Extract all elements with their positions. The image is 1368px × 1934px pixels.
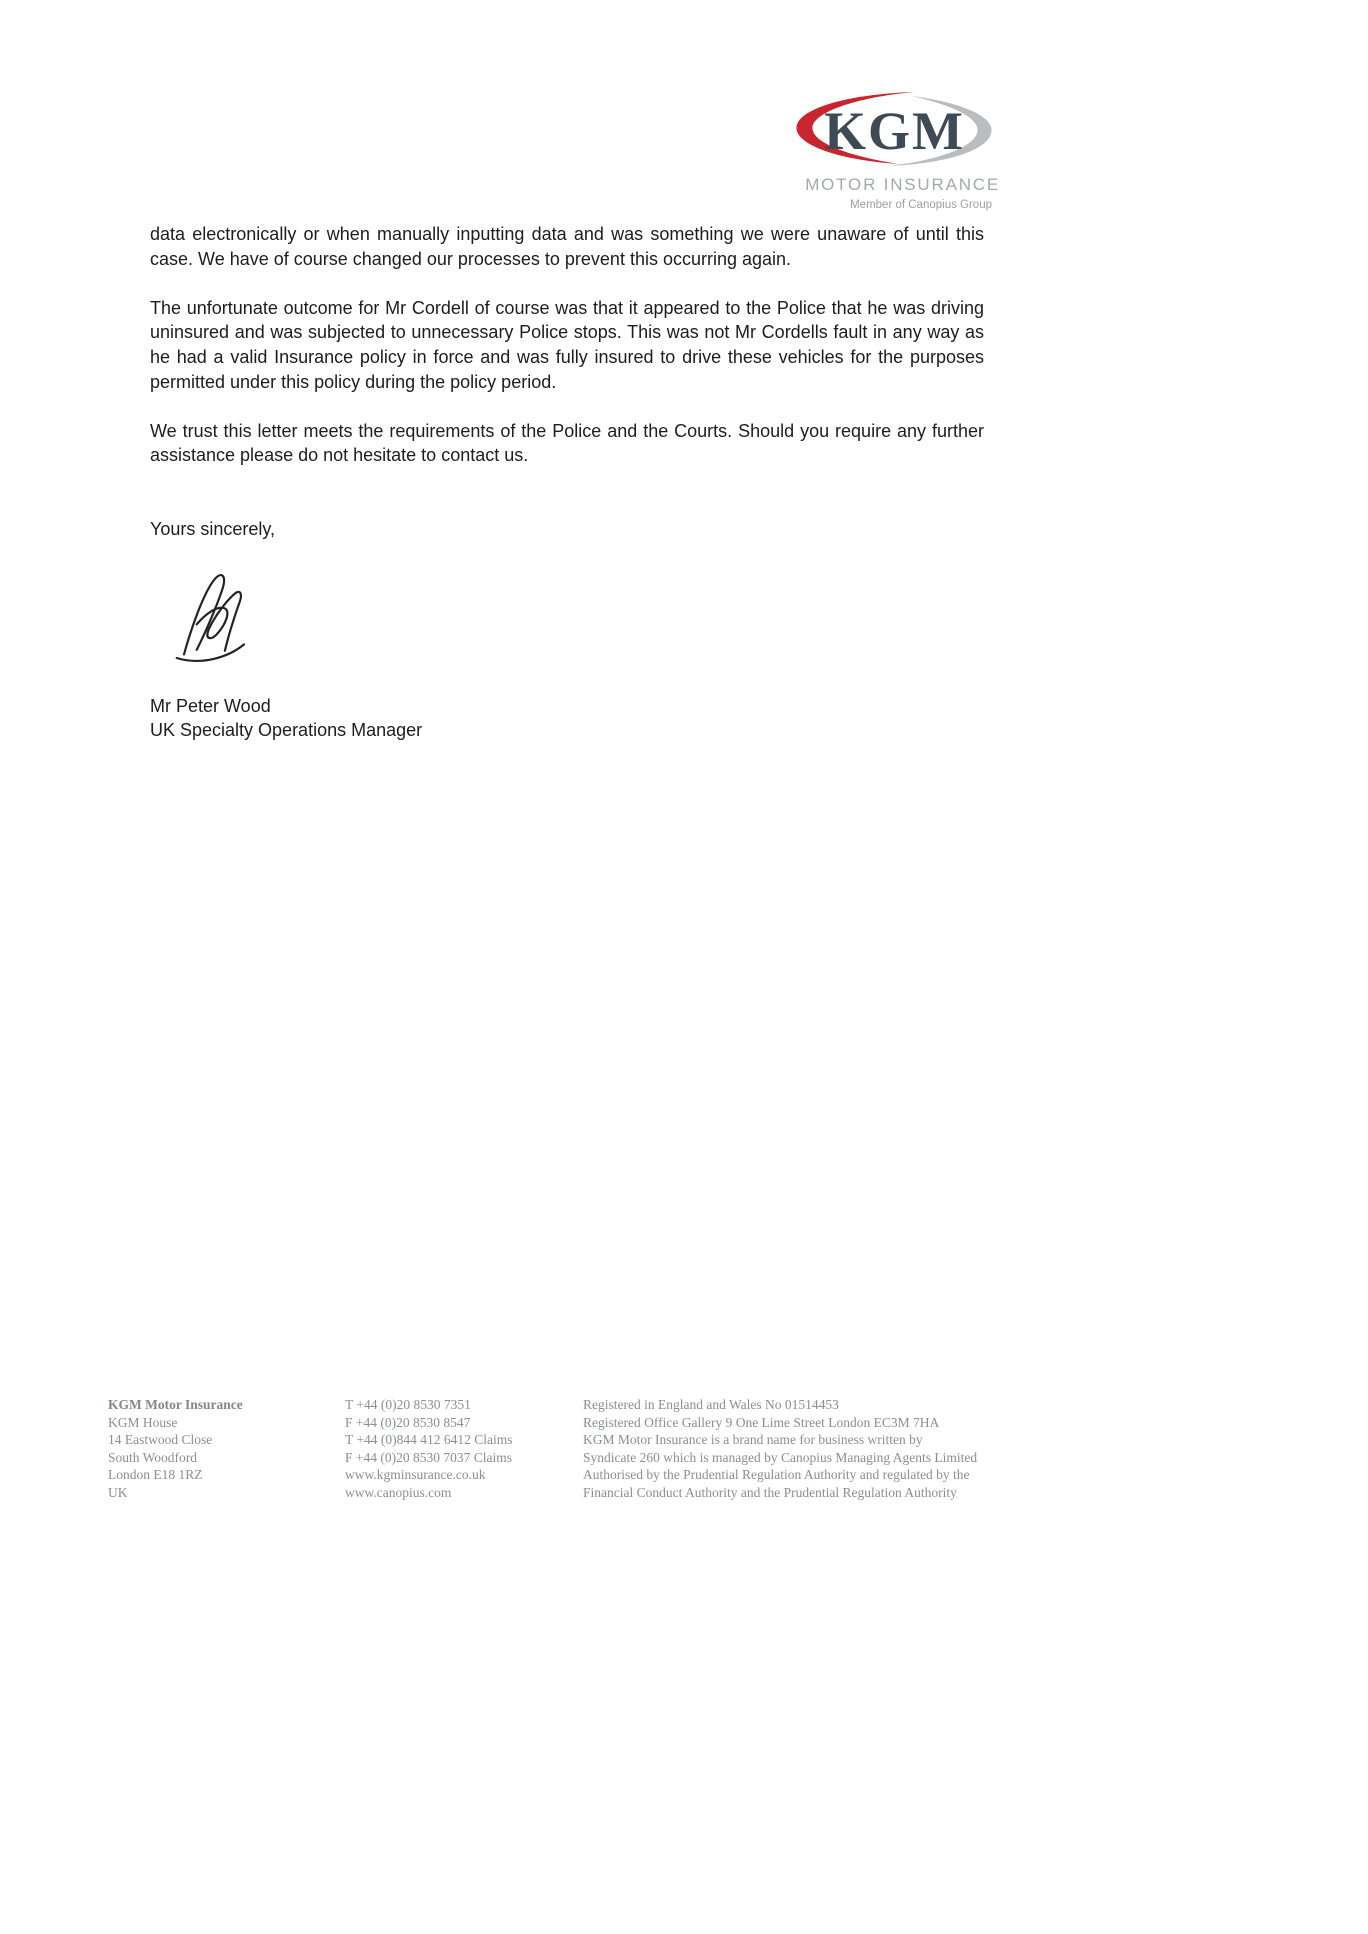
footer-address-line: KGM House	[108, 1414, 178, 1430]
signatory-name: Mr Peter Wood	[150, 695, 271, 716]
footer-website-canopius: www.canopius.com	[345, 1484, 452, 1500]
letter-paragraph-3: We trust this letter meets the requirements of the Police and the Courts. Should you require any further assistance please do not hesitate to contact us.	[150, 420, 984, 466]
footer-address-line: London E18 1RZ	[108, 1467, 203, 1483]
signature-image	[168, 568, 280, 668]
logo-subtitle: MOTOR INSURANCE	[805, 175, 1000, 194]
letter-footer	[108, 1396, 1278, 1502]
footer-address-line: 14 Eastwood Close	[108, 1432, 213, 1448]
footer-legal-column	[583, 1396, 1278, 1502]
footer-legal-line: Authorised by the Prudential Regulation Authority and regulated by the	[583, 1467, 970, 1483]
footer-address-column	[108, 1396, 345, 1502]
logo-tagline: Member of Canopius Group	[850, 199, 992, 211]
closing-salutation: Yours sincerely,	[150, 518, 276, 539]
footer-address-line: South Woodford	[108, 1449, 198, 1465]
footer-legal-line: KGM Motor Insurance is a brand name for business written by	[583, 1432, 923, 1448]
letter-paragraph-1: data electronically or when manually inputting data and was something we were unaware of until this case. We have of course changed our processes to prevent this occurring again.	[150, 224, 984, 269]
footer-phone-claims-line: T +44 (0)844 412 6412 Claims	[345, 1432, 513, 1448]
kgm-logo-icon	[786, 88, 1002, 170]
footer-contact-column	[345, 1396, 583, 1502]
footer-address-line: UK	[108, 1484, 128, 1500]
footer-legal-line: Registered in England and Wales No 01514453	[583, 1397, 839, 1412]
footer-fax-claims-line: F +44 (0)20 8530 7037 Claims	[345, 1449, 512, 1465]
logo	[786, 88, 1002, 211]
logo-text: KGM	[824, 101, 965, 161]
footer-fax-line: F +44 (0)20 8530 8547	[345, 1414, 471, 1430]
footer-company-name: KGM Motor Insurance	[108, 1397, 243, 1412]
signatory-block	[150, 694, 984, 743]
footer-legal-line: Financial Conduct Authority and the Prudential Regulation Authority	[583, 1484, 957, 1500]
footer-legal-line: Syndicate 260 which is managed by Canopius Managing Agents Limited	[583, 1449, 978, 1465]
footer-phone-line: T +44 (0)20 8530 7351	[345, 1397, 471, 1412]
letter-paragraph-2: The unfortunate outcome for Mr Cordell of course was that it appeared to the Police that he was driving uninsured and was subjected to unnecessary Police stops. This was not Mr Cordells fault in any way as he had a valid Insurance policy in force and was fully insured to drive these vehicles for the purposes permitted under this policy during the policy period.	[150, 297, 984, 392]
letter-body	[150, 222, 984, 743]
signatory-title: UK Specialty Operations Manager	[150, 720, 423, 741]
footer-website-kgm: www.kgminsurance.co.uk	[345, 1467, 486, 1483]
footer-legal-line: Registered Office Gallery 9 One Lime Street London EC3M 7HA	[583, 1414, 940, 1430]
